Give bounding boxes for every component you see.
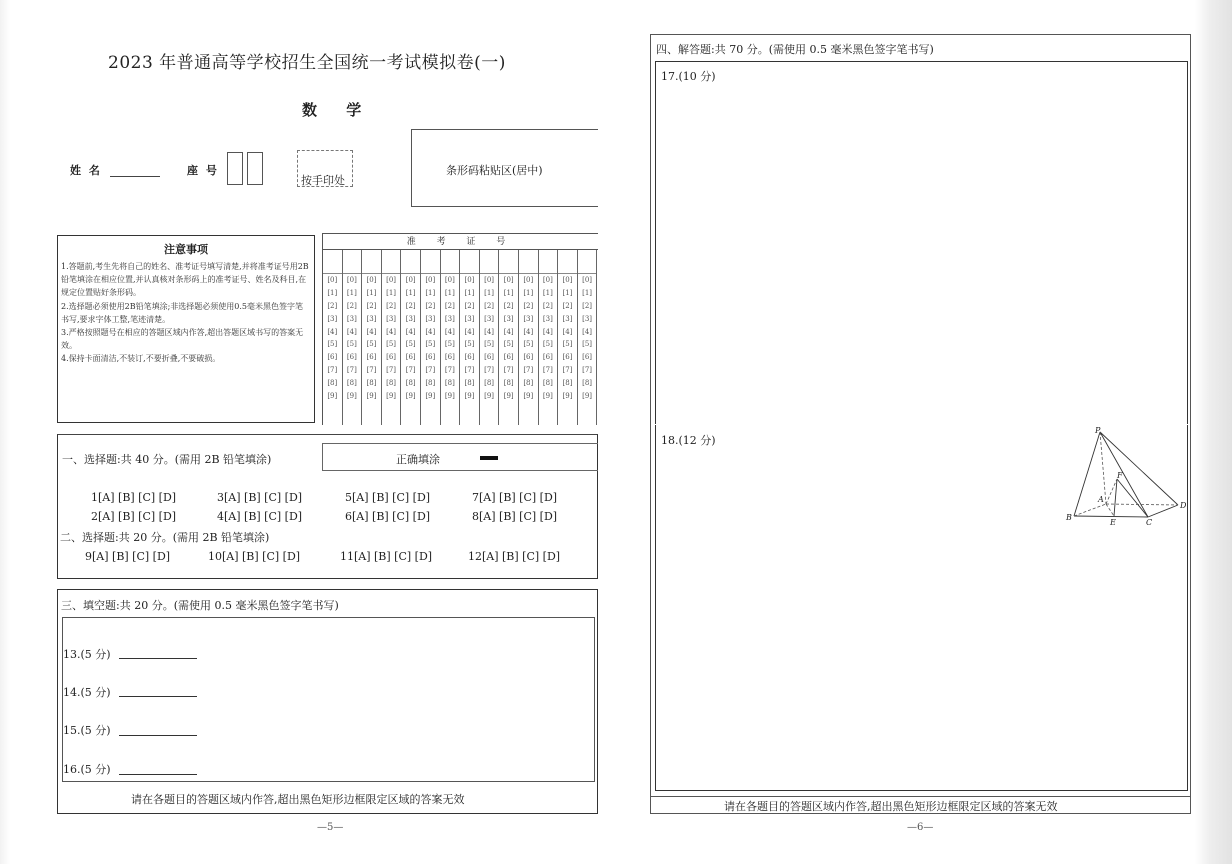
exam-digit-bubble[interactable]: [0] bbox=[542, 276, 553, 284]
exam-number-column bbox=[421, 250, 441, 425]
exam-digit-bubble[interactable]: [3] bbox=[464, 314, 475, 323]
exam-digit-bubble[interactable]: [4] bbox=[327, 327, 338, 336]
exam-digit-bubble[interactable]: [7] bbox=[405, 366, 416, 375]
q14-label: 14.(5 分) bbox=[63, 686, 111, 699]
exam-digit-bubble[interactable]: [1] bbox=[503, 288, 514, 297]
exam-number-column bbox=[578, 250, 598, 425]
exam-digit-bubble[interactable]: [4] bbox=[503, 327, 514, 336]
exam-digit-bubble[interactable]: [6] bbox=[366, 353, 377, 362]
q4-options[interactable]: 4[A] [B] [C] [D] bbox=[217, 510, 303, 523]
exam-title: 2023 年普通高等学校招生全国统一考试模拟卷(一) bbox=[108, 53, 506, 73]
fill-mark bbox=[480, 456, 498, 460]
exam-digit-bubble[interactable]: [2] bbox=[386, 301, 397, 310]
exam-digit-bubble[interactable]: [8] bbox=[327, 379, 338, 388]
exam-digit-bubble[interactable]: [1] bbox=[366, 288, 377, 297]
exam-digit-bubble[interactable]: [6] bbox=[327, 353, 338, 362]
exam-digit-bubble[interactable]: [5] bbox=[425, 340, 436, 349]
exam-number-write-cell[interactable] bbox=[401, 250, 420, 274]
exam-number-column bbox=[401, 250, 421, 425]
exam-digit-bubble[interactable]: [6] bbox=[542, 353, 553, 362]
label-A: A bbox=[1098, 495, 1104, 504]
exam-number-write-cell[interactable] bbox=[362, 250, 381, 274]
exam-digit-bubble[interactable]: [1] bbox=[582, 288, 593, 297]
left-page-number: —5— bbox=[317, 822, 344, 833]
exam-digit-bubble[interactable]: [3] bbox=[444, 314, 455, 323]
exam-digit-bubble[interactable]: [4] bbox=[582, 327, 593, 336]
q3-options[interactable]: 3[A] [B] [C] [D] bbox=[217, 491, 303, 504]
section3-title: 三、填空题:共 20 分。(需使用 0.5 毫米黑色签字笔书写) bbox=[61, 599, 339, 612]
exam-digit-bubble[interactable]: [6] bbox=[346, 353, 357, 362]
exam-digit-bubble[interactable]: [2] bbox=[405, 301, 416, 310]
exam-digit-bubble[interactable]: [8] bbox=[562, 379, 573, 388]
seg-AE bbox=[1106, 504, 1114, 516]
exam-digit-bubble[interactable]: [9] bbox=[484, 392, 495, 401]
exam-digit-bubble[interactable]: [8] bbox=[405, 379, 416, 388]
exam-digit-bubble[interactable]: [0] bbox=[444, 276, 455, 284]
exam-digit-bubble[interactable]: [7] bbox=[523, 366, 534, 375]
exam-digit-bubble[interactable]: [9] bbox=[562, 392, 573, 401]
exam-digit-bubble[interactable]: [4] bbox=[366, 327, 377, 336]
section1-title: 一、选择题:共 40 分。(需用 2B 铅笔填涂) bbox=[62, 453, 272, 466]
exam-digit-bubble[interactable]: [8] bbox=[366, 379, 377, 388]
exam-digit-bubble[interactable]: [7] bbox=[425, 366, 436, 375]
seat-box-1[interactable] bbox=[227, 152, 243, 185]
exam-digit-bubble[interactable]: [4] bbox=[542, 327, 553, 336]
exam-digit-bubble[interactable]: [3] bbox=[425, 314, 436, 323]
exam-digit-bubble[interactable]: [5] bbox=[542, 340, 553, 349]
exam-digit-bubble[interactable]: [1] bbox=[405, 288, 416, 297]
notice-item-3: 3.严格按照题号在相应的答题区域内作答,超出答题区域书写的答案无效。 bbox=[61, 328, 304, 351]
right-footer-note: 请在各题目的答题区域内作答,超出黑色矩形边框限定区域的答案无效 bbox=[724, 800, 1058, 813]
exam-digit-bubble[interactable]: [3] bbox=[405, 314, 416, 323]
subject-title: 数 学 bbox=[302, 101, 374, 119]
exam-number-write-cell[interactable] bbox=[519, 250, 538, 274]
exam-number-write-cell[interactable] bbox=[499, 250, 518, 274]
exam-digit-bubble[interactable]: [3] bbox=[327, 314, 338, 323]
exam-digit-bubble[interactable]: [2] bbox=[444, 301, 455, 310]
exam-digit-bubble[interactable]: [7] bbox=[503, 366, 514, 375]
q16-answer-line[interactable] bbox=[119, 774, 197, 775]
exam-digit-bubble[interactable]: [7] bbox=[346, 366, 357, 375]
section4-title: 四、解答题:共 70 分。(需使用 0.5 毫米黑色签字笔书写) bbox=[656, 43, 934, 56]
notice-item-1: 1.答题前,考生先将自己的姓名、准考证号填写清楚,并将准考证号用2B铅笔填涂在相应位置,并认真核对条形码上的准考证号、姓名及科目,在规定位置贴好条形码。 bbox=[61, 262, 309, 298]
exam-digit-bubble[interactable]: [8] bbox=[542, 379, 553, 388]
exam-digit-bubble[interactable]: [0] bbox=[562, 276, 573, 284]
seat-box-2[interactable] bbox=[247, 152, 263, 185]
left-footer-note: 请在各题目的答题区域内作答,超出黑色矩形边框限定区域的答案无效 bbox=[131, 793, 465, 806]
exam-number-column bbox=[519, 250, 539, 425]
exam-digit-bubble[interactable]: [2] bbox=[542, 301, 553, 310]
edge-PB bbox=[1074, 432, 1100, 516]
exam-digit-bubble[interactable]: [0] bbox=[582, 276, 593, 284]
barcode-area bbox=[411, 129, 598, 207]
exam-digit-bubble[interactable]: [7] bbox=[542, 366, 553, 375]
exam-number-column bbox=[539, 250, 559, 425]
exam-digit-bubble[interactable]: [2] bbox=[327, 301, 338, 310]
exam-number-column bbox=[382, 250, 402, 425]
exam-number-column bbox=[558, 250, 578, 425]
exam-digit-bubble[interactable]: [7] bbox=[327, 366, 338, 375]
q13-answer-line[interactable] bbox=[119, 658, 197, 659]
exam-digit-bubble[interactable]: [4] bbox=[425, 327, 436, 336]
exam-digit-bubble[interactable]: [8] bbox=[425, 379, 436, 388]
seg-FC bbox=[1117, 479, 1148, 517]
edge-CD bbox=[1148, 505, 1178, 517]
exam-digit-bubble[interactable]: [1] bbox=[327, 288, 338, 297]
exam-digit-bubble[interactable]: [6] bbox=[582, 353, 593, 362]
q6-options[interactable]: 6[A] [B] [C] [D] bbox=[345, 510, 431, 523]
exam-digit-bubble[interactable]: [0] bbox=[523, 276, 534, 284]
exam-digit-bubble[interactable]: [5] bbox=[484, 340, 495, 349]
q5-options[interactable]: 5[A] [B] [C] [D] bbox=[345, 491, 431, 504]
exam-digit-bubble[interactable]: [2] bbox=[346, 301, 357, 310]
label-B: B bbox=[1066, 513, 1072, 522]
q11-options[interactable]: 11[A] [B] [C] [D] bbox=[340, 550, 433, 563]
notice-box bbox=[57, 235, 315, 423]
notice-body bbox=[58, 257, 314, 366]
exam-digit-bubble[interactable]: [1] bbox=[562, 288, 573, 297]
q10-options[interactable]: 10[A] [B] [C] [D] bbox=[208, 550, 301, 563]
exam-digit-bubble[interactable]: [3] bbox=[484, 314, 495, 323]
exam-digit-bubble[interactable]: [9] bbox=[346, 392, 357, 401]
exam-digit-bubble[interactable]: [7] bbox=[366, 366, 377, 375]
q12-options[interactable]: 12[A] [B] [C] [D] bbox=[468, 550, 561, 563]
q17-label: 17.(10 分) bbox=[661, 70, 716, 83]
notice-item-4: 4.保持卡面清洁,不装订,不要折叠,不要破损。 bbox=[61, 354, 221, 364]
exam-digit-bubble[interactable]: [0] bbox=[346, 276, 357, 284]
exam-number-label: 准 考 证 号 bbox=[323, 234, 598, 250]
exam-digit-bubble[interactable]: [5] bbox=[366, 340, 377, 349]
footer-divider bbox=[650, 796, 1191, 797]
exam-digit-bubble[interactable]: [9] bbox=[523, 392, 534, 401]
exam-digit-bubble[interactable]: [1] bbox=[464, 288, 475, 297]
exam-digit-bubble[interactable]: [9] bbox=[503, 392, 514, 401]
edge-AD bbox=[1106, 504, 1178, 505]
exam-digit-bubble[interactable]: [6] bbox=[386, 353, 397, 362]
notice-title: 注意事项 bbox=[164, 243, 208, 256]
fingerprint-label: 按手印处 bbox=[301, 174, 345, 187]
exam-digit-bubble[interactable]: [1] bbox=[444, 288, 455, 297]
exam-digit-bubble[interactable]: [8] bbox=[346, 379, 357, 388]
fill-divider bbox=[322, 443, 323, 471]
exam-digit-bubble[interactable]: [0] bbox=[464, 276, 475, 284]
exam-digit-bubble[interactable]: [8] bbox=[484, 379, 495, 388]
exam-digit-bubble[interactable]: [0] bbox=[425, 276, 436, 284]
exam-digit-bubble[interactable]: [2] bbox=[366, 301, 377, 310]
q18-label: 18.(12 分) bbox=[661, 434, 716, 447]
exam-digit-bubble[interactable]: [0] bbox=[386, 276, 397, 284]
page-edge-shade bbox=[0, 0, 10, 864]
edge-PD bbox=[1100, 432, 1178, 505]
exam-number-column bbox=[323, 250, 343, 425]
exam-digit-bubble[interactable]: [9] bbox=[327, 392, 338, 401]
exam-digit-bubble[interactable]: [3] bbox=[582, 314, 593, 323]
exam-digit-bubble[interactable]: [5] bbox=[562, 340, 573, 349]
exam-digit-bubble[interactable]: [8] bbox=[444, 379, 455, 388]
exam-digit-bubble[interactable]: [2] bbox=[562, 301, 573, 310]
exam-digit-bubble[interactable]: [9] bbox=[542, 392, 553, 401]
exam-digit-bubble[interactable]: [4] bbox=[386, 327, 397, 336]
exam-digit-bubble[interactable]: [7] bbox=[386, 366, 397, 375]
exam-digit-bubble[interactable]: [4] bbox=[346, 327, 357, 336]
exam-digit-bubble[interactable]: [8] bbox=[503, 379, 514, 388]
q15-label: 15.(5 分) bbox=[63, 724, 111, 737]
exam-digit-bubble[interactable]: [0] bbox=[503, 276, 514, 284]
q13-label: 13.(5 分) bbox=[63, 648, 111, 661]
right-page-number: —6— bbox=[907, 822, 934, 833]
exam-digit-bubble[interactable]: [9] bbox=[464, 392, 475, 401]
exam-digit-bubble[interactable]: [2] bbox=[503, 301, 514, 310]
exam-digit-bubble[interactable]: [8] bbox=[464, 379, 475, 388]
exam-digit-bubble[interactable]: [0] bbox=[366, 276, 377, 284]
edge-PA bbox=[1100, 432, 1106, 504]
exam-digit-bubble[interactable]: [7] bbox=[582, 366, 593, 375]
exam-digit-bubble[interactable]: [5] bbox=[582, 340, 593, 349]
exam-digit-bubble[interactable]: [5] bbox=[523, 340, 534, 349]
exam-digit-bubble[interactable]: [9] bbox=[425, 392, 436, 401]
exam-digit-bubble[interactable]: [5] bbox=[464, 340, 475, 349]
exam-number-write-cell[interactable] bbox=[323, 250, 342, 274]
exam-digit-bubble[interactable]: [2] bbox=[484, 301, 495, 310]
exam-digit-bubble[interactable]: [4] bbox=[523, 327, 534, 336]
exam-digit-bubble[interactable]: [1] bbox=[484, 288, 495, 297]
label-F: F bbox=[1117, 471, 1123, 480]
q7-options[interactable]: 7[A] [B] [C] [D] bbox=[472, 491, 558, 504]
fill-example-label: 正确填涂 bbox=[396, 453, 440, 466]
exam-digit-bubble[interactable]: [6] bbox=[425, 353, 436, 362]
exam-digit-bubble[interactable]: [1] bbox=[542, 288, 553, 297]
exam-number-write-cell[interactable] bbox=[558, 250, 577, 274]
exam-number-write-cell[interactable] bbox=[578, 250, 597, 274]
exam-digit-bubble[interactable]: [7] bbox=[484, 366, 495, 375]
name-field[interactable] bbox=[110, 176, 160, 177]
exam-digit-bubble[interactable]: [6] bbox=[405, 353, 416, 362]
exam-digit-bubble[interactable]: [1] bbox=[346, 288, 357, 297]
exam-digit-bubble[interactable]: [3] bbox=[503, 314, 514, 323]
exam-digit-bubble[interactable]: [6] bbox=[523, 353, 534, 362]
q1-options[interactable]: 1[A] [B] [C] [D] bbox=[91, 491, 177, 504]
exam-digit-bubble[interactable]: [5] bbox=[405, 340, 416, 349]
page-edge-shadow bbox=[1195, 0, 1232, 864]
seat-label: 座 号 bbox=[187, 164, 219, 177]
section2-title: 二、选择题:共 20 分。(需用 2B 铅笔填涂) bbox=[60, 531, 270, 544]
exam-digit-bubble[interactable]: [5] bbox=[346, 340, 357, 349]
exam-digit-bubble[interactable]: [3] bbox=[366, 314, 377, 323]
exam-digit-bubble[interactable]: [2] bbox=[523, 301, 534, 310]
edge-BA bbox=[1074, 504, 1106, 516]
exam-digit-bubble[interactable]: [2] bbox=[425, 301, 436, 310]
exam-digit-bubble[interactable]: [9] bbox=[405, 392, 416, 401]
exam-digit-bubble[interactable]: [4] bbox=[405, 327, 416, 336]
exam-digit-bubble[interactable]: [1] bbox=[425, 288, 436, 297]
exam-digit-bubble[interactable]: [9] bbox=[366, 392, 377, 401]
exam-digit-bubble[interactable]: [0] bbox=[484, 276, 495, 284]
label-D: D bbox=[1180, 501, 1187, 510]
barcode-label: 条形码粘贴区(居中) bbox=[446, 164, 543, 177]
q15-answer-line[interactable] bbox=[119, 735, 197, 736]
exam-digit-bubble[interactable]: [5] bbox=[503, 340, 514, 349]
exam-number-column bbox=[460, 250, 480, 425]
exam-digit-bubble[interactable]: [4] bbox=[562, 327, 573, 336]
exam-digit-bubble[interactable]: [1] bbox=[523, 288, 534, 297]
exam-digit-bubble[interactable]: [1] bbox=[386, 288, 397, 297]
exam-digit-bubble[interactable]: [8] bbox=[582, 379, 593, 388]
exam-digit-bubble[interactable]: [9] bbox=[582, 392, 593, 401]
q9-options[interactable]: 9[A] [B] [C] [D] bbox=[85, 550, 171, 563]
exam-digit-bubble[interactable]: [4] bbox=[464, 327, 475, 336]
exam-number-write-cell[interactable] bbox=[480, 250, 499, 274]
exam-number-columns bbox=[323, 250, 599, 425]
label-E: E bbox=[1110, 518, 1116, 527]
exam-number-write-cell[interactable] bbox=[539, 250, 558, 274]
exam-digit-bubble[interactable]: [6] bbox=[484, 353, 495, 362]
exam-digit-bubble[interactable]: [3] bbox=[562, 314, 573, 323]
exam-digit-bubble[interactable]: [0] bbox=[405, 276, 416, 284]
pyramid-figure bbox=[1062, 424, 1190, 534]
exam-digit-bubble[interactable]: [3] bbox=[542, 314, 553, 323]
exam-number-write-cell[interactable] bbox=[460, 250, 479, 274]
q8-options[interactable]: 8[A] [B] [C] [D] bbox=[472, 510, 558, 523]
exam-digit-bubble[interactable]: [6] bbox=[464, 353, 475, 362]
exam-digit-bubble[interactable]: [6] bbox=[503, 353, 514, 362]
name-label: 姓 名 bbox=[70, 164, 102, 177]
exam-digit-bubble[interactable]: [3] bbox=[386, 314, 397, 323]
exam-digit-bubble[interactable]: [7] bbox=[562, 366, 573, 375]
exam-digit-bubble[interactable]: [8] bbox=[523, 379, 534, 388]
exam-digit-bubble[interactable]: [5] bbox=[444, 340, 455, 349]
edge-BC bbox=[1074, 516, 1148, 517]
exam-digit-bubble[interactable]: [3] bbox=[523, 314, 534, 323]
exam-number-grid bbox=[322, 233, 598, 425]
exam-digit-bubble[interactable]: [2] bbox=[582, 301, 593, 310]
exam-digit-bubble[interactable]: [6] bbox=[562, 353, 573, 362]
exam-number-write-cell[interactable] bbox=[441, 250, 460, 274]
fill-blank-answer-area bbox=[62, 617, 595, 782]
q16-label: 16.(5 分) bbox=[63, 763, 111, 776]
exam-digit-bubble[interactable]: [7] bbox=[464, 366, 475, 375]
exam-digit-bubble[interactable]: [4] bbox=[484, 327, 495, 336]
exam-number-column bbox=[441, 250, 461, 425]
exam-digit-bubble[interactable]: [3] bbox=[346, 314, 357, 323]
exam-digit-bubble[interactable]: [0] bbox=[327, 276, 338, 284]
label-C: C bbox=[1146, 518, 1153, 527]
exam-number-column bbox=[362, 250, 382, 425]
exam-number-write-cell[interactable] bbox=[421, 250, 440, 274]
label-P: P bbox=[1095, 426, 1101, 435]
exam-digit-bubble[interactable]: [9] bbox=[444, 392, 455, 401]
exam-digit-bubble[interactable]: [4] bbox=[444, 327, 455, 336]
exam-number-column bbox=[343, 250, 363, 425]
q14-answer-line[interactable] bbox=[119, 696, 197, 697]
exam-digit-bubble[interactable]: [5] bbox=[327, 340, 338, 349]
exam-number-write-cell[interactable] bbox=[343, 250, 362, 274]
exam-number-column bbox=[480, 250, 500, 425]
exam-digit-bubble[interactable]: [6] bbox=[444, 353, 455, 362]
fill-example bbox=[322, 443, 598, 471]
q2-options[interactable]: 2[A] [B] [C] [D] bbox=[91, 510, 177, 523]
exam-number-write-cell[interactable] bbox=[382, 250, 401, 274]
notice-item-2: 2.选择题必须使用2B铅笔填涂;非选择题必须使用0.5毫米黑色签字笔书写,要求字体工整,笔迹清楚。 bbox=[61, 301, 304, 324]
exam-digit-bubble[interactable]: [2] bbox=[464, 301, 475, 310]
exam-digit-bubble[interactable]: [5] bbox=[386, 340, 397, 349]
exam-digit-bubble[interactable]: [8] bbox=[386, 379, 397, 388]
fingerprint-box bbox=[297, 150, 353, 187]
exam-number-column bbox=[499, 250, 519, 425]
exam-digit-bubble[interactable]: [9] bbox=[386, 392, 397, 401]
exam-digit-bubble[interactable]: [7] bbox=[444, 366, 455, 375]
